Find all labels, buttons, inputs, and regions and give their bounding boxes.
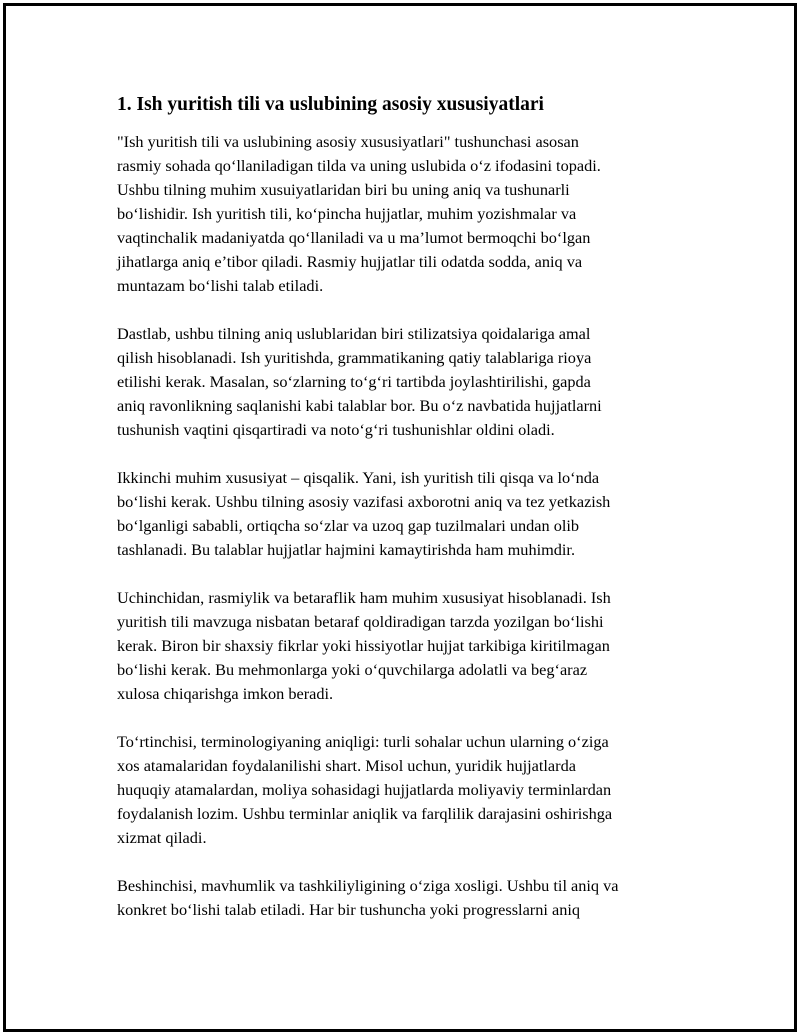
paragraph-third-feature [117, 586, 697, 706]
paragraph-line: vaqtinchalik madaniyatda qo‘llaniladi va u ma’lumot bermoqchi bo‘lgan [117, 228, 591, 247]
paragraph-intro [117, 130, 697, 298]
paragraph-line: To‘rtinchisi, terminologiyaning aniqligi: turli sohalar uchun ularning o‘ziga [117, 732, 609, 751]
document-body [117, 92, 697, 946]
paragraph-line: xos atamalaridan foydalanilishi shart. Misol uchun, yuridik hujjatlarda [117, 756, 576, 775]
paragraph-line: qilish hisoblanadi. Ish yuritishda, grammatikaning qatiy talablariga rioya [117, 348, 592, 367]
paragraph-line: xizmat qiladi. [117, 828, 207, 847]
paragraph-line: aniq ravonlikning saqlanishi kabi talablar bor. Bu o‘z navbatida hujjatlarni [117, 396, 602, 415]
paragraph-line: Dastlab, ushbu tilning aniq uslublaridan biri stilizatsiya qoidalariga amal [117, 324, 591, 343]
paragraph-line: etilishi kerak. Masalan, so‘zlarning to‘g‘ri tartibda joylashtirilishi, gapda [117, 372, 591, 391]
paragraph-line: huquqiy atamalardan, moliya sohasidagi hujjatlarda moliyaviy terminlardan [117, 780, 612, 799]
paragraph-line: "Ish yuritish tili va uslubining asosiy xususiyatlari" tushunchasi asosan [117, 132, 579, 151]
section-heading: 1. Ish yuritish tili va uslubining asosiy xususiyatlari [117, 94, 544, 115]
paragraph-second-feature [117, 466, 697, 562]
paragraph-fourth-feature [117, 730, 697, 850]
paragraph-line: foydalanish lozim. Ushbu terminlar aniqlik va farqlilik darajasini oshirishga [117, 804, 613, 823]
paragraph-line: bo‘lishi kerak. Bu mehmonlarga yoki o‘quvchilarga adolatli va beg‘araz [117, 660, 588, 679]
paragraph-line: jihatlarga aniq e’tibor qiladi. Rasmiy hujjatlar tili odatda sodda, aniq va [117, 252, 583, 271]
paragraph-line: bo‘lganligi sababli, ortiqcha so‘zlar va uzoq gap tuzilmalari undan olib [117, 516, 580, 535]
paragraph-line: Ushbu tilning muhim xusuiyatlaridan biri bu uning aniq va tushunarli [117, 180, 570, 199]
paragraph-fifth-feature [117, 874, 697, 922]
paragraph-first-feature [117, 322, 697, 442]
paragraph-line: kerak. Biron bir shaxsiy fikrlar yoki hissiyotlar hujjat tarkibiga kiritilmagan [117, 636, 610, 655]
paragraph-line: bo‘lishi kerak. Ushbu tilning asosiy vazifasi axborotni aniq va tez yetkazish [117, 492, 611, 511]
paragraph-line: yuritish tili mavzuga nisbatan betaraf qoldiradigan tarzda yozilgan bo‘lishi [117, 612, 604, 631]
paragraph-line: muntazam bo‘lishi talab etiladi. [117, 276, 324, 295]
paragraph-line: tashlanadi. Bu talablar hujjatlar hajmini kamaytirishda ham muhimdir. [117, 540, 576, 559]
paragraph-line: rasmiy sohada qo‘llaniladigan tilda va uning uslubida o‘z ifodasini topadi. [117, 156, 601, 175]
paragraph-line: Uchinchidan, rasmiylik va betaraflik ham muhim xususiyat hisoblanadi. Ish [117, 588, 611, 607]
paragraph-line: Ikkinchi muhim xususiyat – qisqalik. Yani, ish yuritish tili qisqa va lo‘nda [117, 468, 600, 487]
paragraph-line: tushunish vaqtini qisqartiradi va noto‘g‘ri tushunishlar oldini oladi. [117, 420, 555, 439]
paragraph-line: Beshinchisi, mavhumlik va tashkiliyligining o‘ziga xosligi. Ushbu til aniq va [117, 876, 619, 895]
paragraph-line: konkret bo‘lishi talab etiladi. Har bir tushuncha yoki progresslarni aniq [117, 900, 580, 919]
paragraph-line: xulosa chiqarishga imkon beradi. [117, 684, 334, 703]
paragraph-line: bo‘lishidir. Ish yuritish tili, ko‘pincha hujjatlar, muhim yozishmalar va [117, 204, 577, 223]
